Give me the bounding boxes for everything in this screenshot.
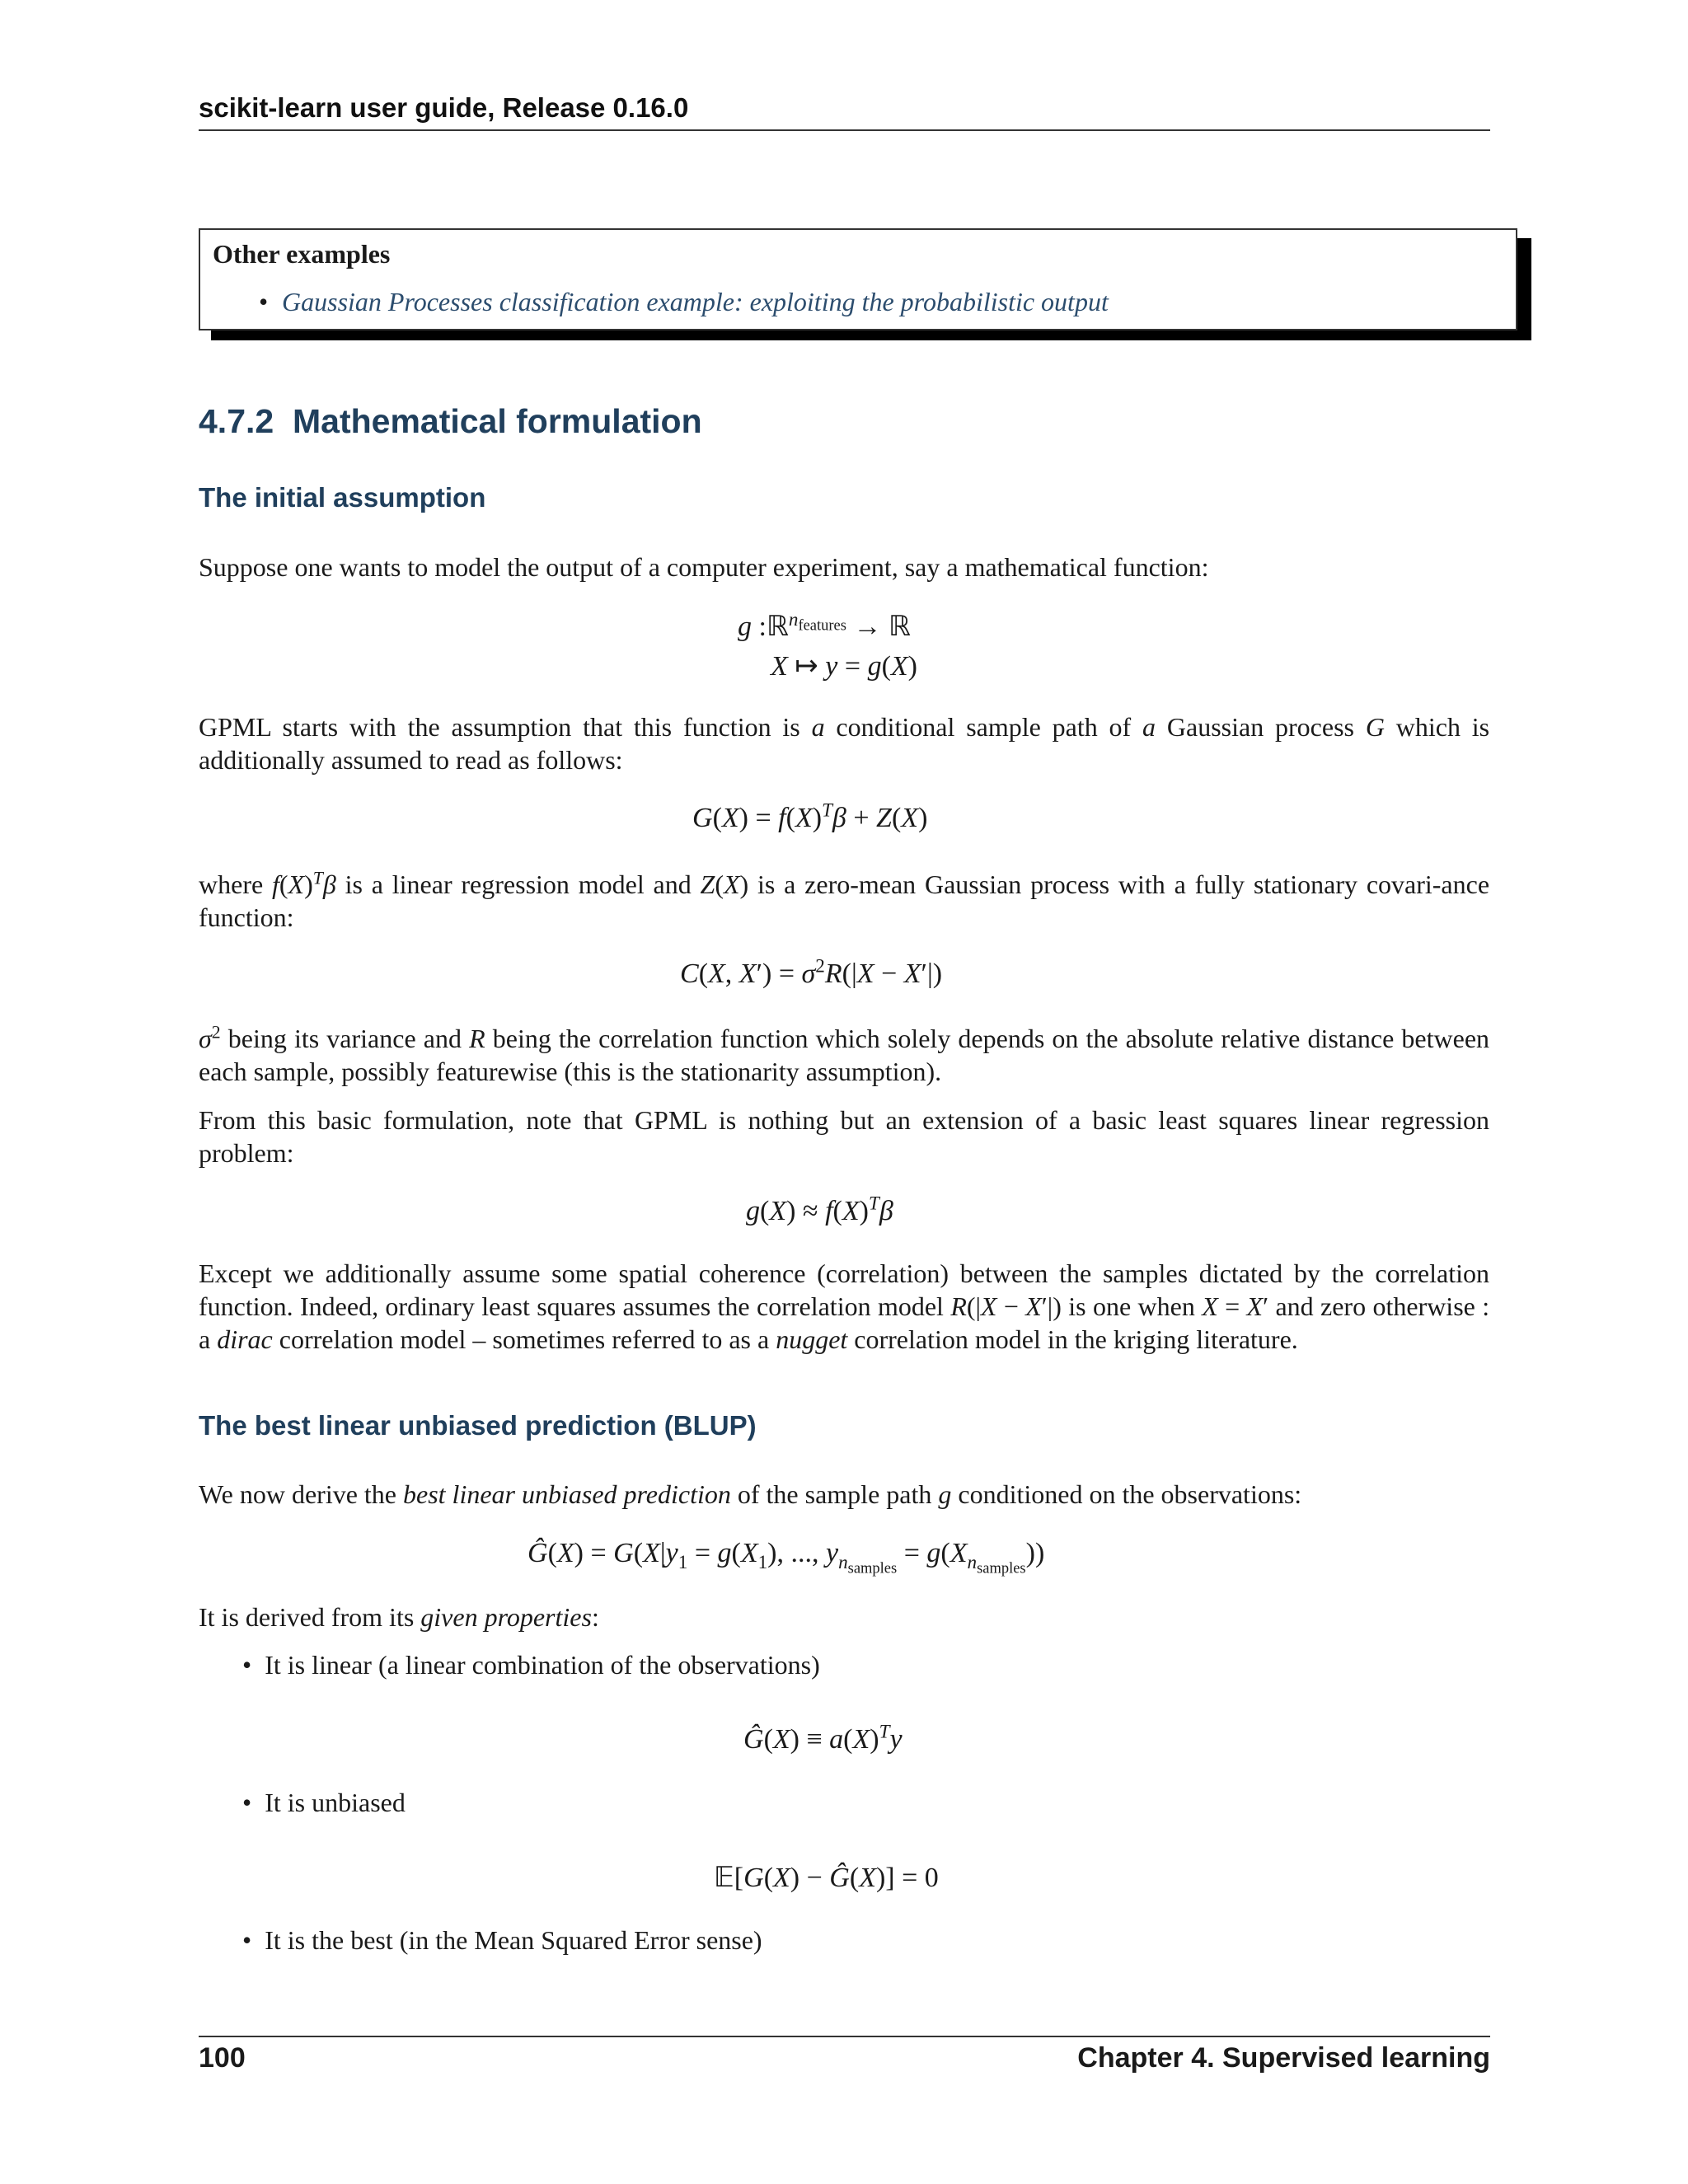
list-item: • It is unbiased [242, 1788, 406, 1817]
section-title: Mathematical formulation [293, 402, 702, 440]
paragraph: We now derive the best linear unbiased prediction of the sample path g conditioned on the observations: [199, 1479, 1302, 1509]
page-number: 100 [199, 2042, 246, 2074]
equation-mapping-line2: X ↦ y = g(X) [771, 651, 917, 682]
equation-gaussian-process: $G(X) = f(X)^T\beta + Z(X)$ [692, 799, 928, 833]
bullet-icon: • [259, 287, 269, 316]
header-rule [199, 129, 1490, 131]
paragraph: It is derived from its given properties: [199, 1602, 599, 1632]
example-link[interactable]: Gaussian Processes classification example: exploiting the probabilistic output [282, 287, 1109, 316]
section-heading [199, 402, 702, 441]
equation-least-squares: $g(X) \approx f(X)^T\beta$ [746, 1193, 893, 1226]
list-item: • It is the best (in the Mean Squared Error sense) [242, 1925, 762, 1955]
paragraph: $\sigma^2$ being its variance and R being the correlation function which solely depends on the absolute relative distance between each sample, possibly featurewise (this is the stationarity assumption). [199, 1022, 1490, 1086]
equation-unbiased: 𝔼[G(X) − Ĝ(X)] = 0 [714, 1863, 939, 1893]
chapter-title: Chapter 4. Supervised learning [1077, 2042, 1490, 2074]
paragraph: From this basic formulation, note that GPML is nothing but an extension of a basic least squares linear regression problem: [199, 1105, 1489, 1168]
equation-blup: Ĝ(X) = $G(X|y_1 = g(X_1)$, ..., $y_{n_{samples}} = g(X_{n_{samples}})$) [528, 1538, 1045, 1577]
equation-covariance: C(X, $X') = \sigma^2R(|X - X'|)$ [680, 955, 943, 989]
footer-rule [199, 2036, 1490, 2037]
other-examples-title: Other examples [213, 239, 391, 269]
paragraph: where $f(X)^T\beta$ is a linear regression model and Z(X) is a zero-mean Gaussian process with a fully stationary covari-ance function: [199, 868, 1490, 932]
subsection-title-initial-assumption: The initial assumption [199, 482, 486, 513]
equation-linear: Ĝ(X) ≡ $a(X)^Ty$ [743, 1721, 903, 1755]
equation-mapping-line1: g :ℝ$^{n_{features}}$ → ℝ [738, 608, 911, 642]
paragraph: GPML starts with the assumption that this function is a conditional sample path of a Gaussian process G which is additionally assumed to read as follows: [199, 712, 1490, 775]
subsection-title-blup: The best linear unbiased prediction (BLUP) [199, 1410, 757, 1441]
list-item: • It is linear (a linear combination of the observations) [242, 1650, 820, 1680]
running-header: scikit-learn user guide, Release 0.16.0 [199, 92, 689, 123]
paragraph: Suppose one wants to model the output of a computer experiment, say a mathematical function: [199, 552, 1209, 582]
section-number: 4.7.2 [199, 402, 274, 440]
paragraph: Except we additionally assume some spatial coherence (correlation) between the samples dictated by the correlation function. Indeed, ordinary least squares assumes the correlation model R(|X − X′|) is one when X = X′ and zero otherwise : a dirac correlation model – sometimes referred to as a nugget correlation model in the kriging literature. [199, 1258, 1490, 1354]
